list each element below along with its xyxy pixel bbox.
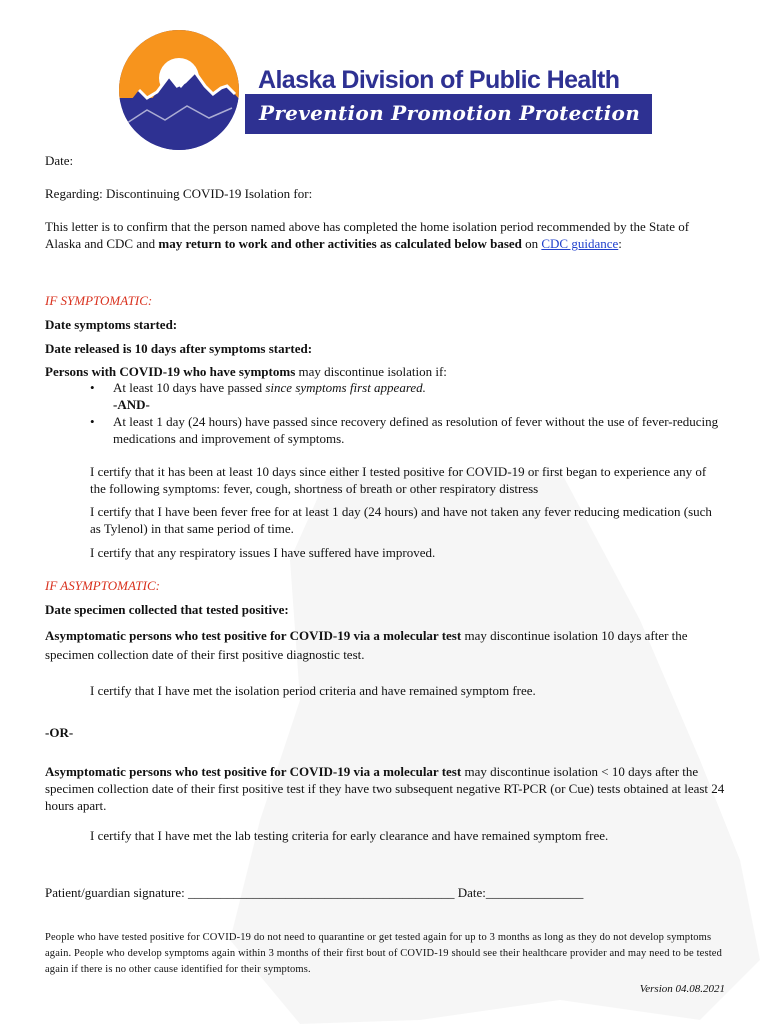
- asymptomatic-bold-1: Asymptomatic persons who test positive for COVID-19 via a molecular test: [45, 628, 462, 643]
- symptomatic-cert-3: I certify that any respiratory issues I have suffered have improved.: [90, 545, 436, 560]
- intro-colon: :: [618, 236, 622, 251]
- asymptomatic-paragraph-1: [45, 626, 725, 664]
- asymptomatic-paragraph-2: [45, 763, 725, 814]
- asymptomatic-bold-2: Asymptomatic persons who test positive for COVID-19 via a molecular test: [45, 764, 462, 779]
- asymptomatic-heading: IF ASYMPTOMATIC:: [45, 578, 160, 593]
- persons-with-symptoms: [45, 363, 447, 380]
- footer-note: People who have tested positive for COVID-19 do not need to quarantine or get tested again for up to 3 months as long as they do not develop symptoms again. People who develop symptoms again within 3 months of their first bout of COVID-19 should see their healthcare provider and may need to be tested again if there is no other cause identified for their symptoms.: [45, 932, 722, 975]
- dph-logo: [117, 22, 652, 136]
- or-separator: -OR-: [45, 725, 74, 740]
- asymptomatic-cert-1: I certify that I have met the isolation period criteria and have remained symptom free.: [90, 683, 536, 698]
- asymptomatic-rest-1: may discontinue isolation 10 days after the specimen collection date of their first positive diagnostic test.: [45, 628, 688, 662]
- asymptomatic-cert-2: I certify that I have met the lab testing criteria for early clearance and have remained symptom free.: [90, 828, 609, 843]
- bullet-icon: •: [90, 414, 95, 429]
- symptomatic-heading: IF SYMPTOMATIC:: [45, 293, 153, 308]
- bullet-2-text: At least 1 day (24 hours) have passed since recovery defined as resolution of fever without the use of fever-reducing medications and improvement of symptoms.: [113, 414, 719, 446]
- date-symptoms-started: Date symptoms started:: [45, 317, 178, 332]
- version-label: Version 04.08.2021: [639, 983, 725, 995]
- mountain-sun-icon: [117, 28, 242, 153]
- intro-paragraph: [45, 218, 725, 252]
- signature-line[interactable]: Patient/guardian signature: _________________________________________ Date:_______________: [45, 885, 584, 900]
- cdc-guidance-link[interactable]: CDC guidance: [541, 236, 619, 251]
- list-item: [90, 379, 720, 396]
- intro-on: on: [521, 236, 542, 251]
- bullet-1-text: At least 10 days have passed: [113, 380, 266, 395]
- bullet-icon: •: [90, 380, 95, 395]
- list-item: [90, 413, 720, 447]
- persons-bold: Persons with COVID-19 who have symptoms: [45, 364, 296, 379]
- symptom-criteria-list: [90, 379, 720, 447]
- symptomatic-cert-1: I certify that it has been at least 10 days since either I tested positive for COVID-19 or first began to experience any of the following symptoms: fever, cough, shortness of breath or other respiratory distress: [90, 464, 707, 496]
- asymptomatic-rest-2: may discontinue isolation < 10 days after the specimen collection date of their first positive test if they have two subsequent negative RT-PCR (or Cue) tests obtained at least 24 hours apart.: [45, 764, 725, 813]
- tagline: Prevention Promotion Protection: [259, 101, 641, 125]
- bullet-1-italic: since symptoms first appeared.: [265, 380, 426, 395]
- tagline-banner: [245, 94, 652, 134]
- symptomatic-cert-2: I certify that I have been fever free for at least 1 day (24 hours) and have not taken any fever reducing medication (such as Tylenol) in that same period of time.: [90, 504, 712, 536]
- date-specimen-collected: Date specimen collected that tested positive:: [45, 602, 289, 617]
- org-name: Alaska Division of Public Health: [258, 66, 620, 94]
- persons-rest: may discontinue isolation if:: [295, 364, 447, 379]
- regarding-line: Regarding: Discontinuing COVID-19 Isolation for:: [45, 186, 313, 201]
- date-released: Date released is 10 days after symptoms started:: [45, 341, 313, 356]
- intro-text: This letter is to confirm that the person named above has completed the home isolation period recommended by the State of Alaska and CDC and: [45, 219, 690, 251]
- intro-bold: may return to work and other activities as calculated below based: [158, 236, 522, 251]
- date-label: Date:: [45, 153, 74, 168]
- and-separator: -AND-: [113, 397, 150, 412]
